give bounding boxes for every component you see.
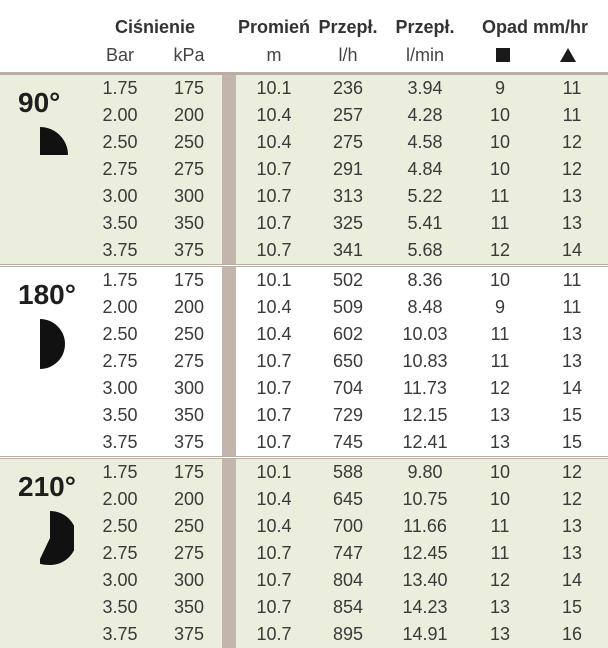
precip-square-cell: 12 [489, 570, 511, 590]
pressure-title: Ciśnienie [114, 17, 196, 37]
table-row [0, 567, 608, 594]
flow-lmin-cell: 3.94 [407, 78, 443, 98]
pressure-bar-cell: 3.50 [102, 213, 138, 233]
pressure-kpa-cell: 375 [173, 240, 205, 260]
table-row [0, 210, 608, 237]
radius-cell: 10.1 [256, 78, 292, 98]
pressure-bar-cell: 1.75 [102, 270, 138, 290]
radius-cell: 10.7 [256, 351, 292, 371]
pressure-kpa-cell: 300 [173, 186, 205, 206]
precip-triangle-cell: 15 [561, 432, 583, 452]
radius-cell: 10.7 [256, 543, 292, 563]
pressure-bar-cell: 2.00 [102, 105, 138, 125]
square-spacing-icon [496, 48, 510, 62]
radius-cell: 10.7 [256, 405, 292, 425]
flow-lh-cell: 700 [332, 516, 364, 536]
flow-lh-cell: 313 [332, 186, 364, 206]
arc-section [0, 75, 608, 264]
precip-triangle-cell: 13 [561, 213, 583, 233]
flow-lh-cell: 502 [332, 270, 364, 290]
table-row [0, 321, 608, 348]
flow-lmin-cell: 13.40 [402, 570, 448, 590]
flow-lmin-cell: 12.45 [402, 543, 448, 563]
pressure-kpa-cell: 200 [173, 105, 205, 125]
pressure-kpa-cell: 250 [173, 324, 205, 344]
pressure-kpa-cell: 350 [173, 213, 205, 233]
flow-lh-cell: 236 [332, 78, 364, 98]
flow-lh-cell: 704 [332, 378, 364, 398]
table-row [0, 540, 608, 567]
radius-cell: 10.1 [256, 462, 292, 482]
pressure-bar-cell: 3.00 [102, 378, 138, 398]
precip-triangle-cell: 14 [561, 570, 583, 590]
pressure-bar-cell: 1.75 [102, 462, 138, 482]
precip-square-cell: 11 [490, 186, 510, 206]
table-row [0, 402, 608, 429]
flow-lh-title: Przepł. [318, 17, 378, 37]
flow-lh-cell: 745 [332, 432, 364, 452]
pressure-kpa-cell: 175 [173, 270, 205, 290]
precip-square-cell: 11 [490, 324, 510, 344]
table-row [0, 429, 608, 456]
radius-cell: 10.4 [256, 105, 292, 125]
radius-cell: 10.7 [256, 624, 292, 644]
radius-cell: 10.7 [256, 213, 292, 233]
precip-square-cell: 10 [489, 489, 511, 509]
pressure-bar-cell: 1.75 [102, 78, 138, 98]
arc-angle-label: 90° [18, 87, 61, 118]
precip-triangle-cell: 11 [562, 270, 582, 290]
flow-lh-cell: 341 [332, 240, 364, 260]
arc-angle-label: 210° [18, 471, 76, 502]
flow-lmin-cell: 11.73 [403, 378, 447, 398]
pressure-kpa-cell: 350 [173, 405, 205, 425]
flow-lmin-cell: 14.91 [402, 624, 448, 644]
pressure-bar-cell: 3.75 [102, 240, 138, 260]
table-row [0, 486, 608, 513]
precip-square-cell: 10 [489, 270, 511, 290]
precip-square-cell: 10 [489, 462, 511, 482]
precip-triangle-cell: 13 [561, 543, 583, 563]
pressure-kpa-cell: 175 [173, 78, 205, 98]
pressure-bar-cell: 3.50 [102, 405, 138, 425]
precip-square-cell: 9 [494, 297, 506, 317]
pressure-bar-cell: 2.00 [102, 489, 138, 509]
flow-lmin-cell: 10.75 [402, 489, 448, 509]
table-row [0, 237, 608, 264]
flow-lmin-cell: 11.66 [403, 516, 447, 536]
flow-lh-cell: 729 [332, 405, 364, 425]
radius-cell: 10.7 [256, 240, 292, 260]
flow-lh-cell: 509 [332, 297, 364, 317]
performance-table [0, 72, 608, 648]
pressure-bar-cell: 2.75 [102, 159, 138, 179]
precip-square-cell: 11 [490, 213, 510, 233]
precip-square-cell: 12 [489, 378, 511, 398]
precip-triangle-cell: 13 [561, 186, 583, 206]
precip-triangle-cell: 16 [561, 624, 583, 644]
flow-lmin-cell: 12.15 [402, 405, 448, 425]
precip-triangle-cell: 11 [562, 297, 582, 317]
flow-lh-cell: 854 [332, 597, 364, 617]
pressure-bar-cell: 3.00 [102, 570, 138, 590]
flow-lmin-cell: 4.58 [407, 132, 443, 152]
unit-kpa: kPa [173, 45, 205, 65]
precip-triangle-cell: 11 [562, 78, 582, 98]
pressure-bar-cell: 2.50 [102, 324, 138, 344]
unit-lmin: l/min [405, 45, 445, 65]
table-row [0, 294, 608, 321]
flow-lmin-cell: 10.03 [402, 324, 448, 344]
pressure-bar-cell: 2.00 [102, 297, 138, 317]
flow-lh-cell: 257 [332, 105, 364, 125]
pressure-bar-cell: 3.00 [102, 186, 138, 206]
pressure-kpa-cell: 275 [173, 543, 205, 563]
table-row [0, 459, 608, 486]
flow-lmin-cell: 9.80 [407, 462, 443, 482]
arc-angle-label: 180° [18, 279, 76, 310]
unit-lh: l/h [338, 45, 358, 65]
table-row [0, 621, 608, 648]
flow-lh-cell: 602 [332, 324, 364, 344]
radius-cell: 10.7 [256, 186, 292, 206]
table-row [0, 183, 608, 210]
precip-square-cell: 9 [494, 78, 506, 98]
flow-lh-cell: 650 [332, 351, 364, 371]
table-row [0, 375, 608, 402]
pressure-kpa-cell: 375 [173, 624, 205, 644]
flow-lmin-cell: 4.84 [407, 159, 443, 179]
table-row [0, 156, 608, 183]
flow-lmin-cell: 14.23 [402, 597, 448, 617]
radius-cell: 10.4 [256, 132, 292, 152]
radius-cell: 10.4 [256, 516, 292, 536]
precip-triangle-cell: 14 [561, 240, 583, 260]
radius-cell: 10.7 [256, 159, 292, 179]
unit-bar: Bar [105, 45, 135, 65]
pressure-kpa-cell: 250 [173, 132, 205, 152]
pressure-bar-cell: 2.50 [102, 516, 138, 536]
pressure-kpa-cell: 300 [173, 378, 205, 398]
table-row [0, 513, 608, 540]
arc-section [0, 267, 608, 456]
flow-lh-cell: 747 [332, 543, 364, 563]
precip-triangle-cell: 15 [561, 597, 583, 617]
pressure-bar-cell: 2.75 [102, 543, 138, 563]
pressure-bar-cell: 3.75 [102, 432, 138, 452]
precip-triangle-cell: 12 [561, 159, 583, 179]
unit-m: m [266, 45, 282, 65]
table-row [0, 594, 608, 621]
radius-cell: 10.7 [256, 570, 292, 590]
radius-cell: 10.1 [256, 270, 292, 290]
table-row [0, 348, 608, 375]
table-row [0, 129, 608, 156]
precip-triangle-cell: 13 [561, 351, 583, 371]
table-row [0, 75, 608, 102]
table-row [0, 102, 608, 129]
flow-lh-cell: 804 [332, 570, 364, 590]
pressure-kpa-cell: 200 [173, 297, 205, 317]
pressure-bar-cell: 3.50 [102, 597, 138, 617]
flow-lh-cell: 291 [332, 159, 364, 179]
table-header [0, 0, 608, 72]
triangle-spacing-icon [560, 48, 576, 62]
flow-lmin-cell: 10.83 [402, 351, 448, 371]
pressure-kpa-cell: 200 [173, 489, 205, 509]
flow-lmin-cell: 4.28 [407, 105, 443, 125]
flow-lh-cell: 588 [332, 462, 364, 482]
precip-square-cell: 13 [489, 597, 511, 617]
precip-triangle-cell: 12 [561, 489, 583, 509]
flow-lmin-cell: 8.36 [407, 270, 443, 290]
radius-cell: 10.7 [256, 597, 292, 617]
radius-cell: 10.4 [256, 324, 292, 344]
radius-cell: 10.4 [256, 489, 292, 509]
pressure-kpa-cell: 350 [173, 597, 205, 617]
precip-square-cell: 11 [490, 543, 510, 563]
pressure-kpa-cell: 300 [173, 570, 205, 590]
flow-lmin-title: Przepł. [395, 17, 455, 37]
pressure-kpa-cell: 275 [173, 159, 205, 179]
precip-square-cell: 10 [489, 132, 511, 152]
precip-triangle-cell: 12 [561, 462, 583, 482]
precip-square-cell: 11 [490, 516, 510, 536]
pressure-bar-cell: 2.75 [102, 351, 138, 371]
flow-lh-cell: 275 [332, 132, 364, 152]
precip-square-cell: 13 [489, 624, 511, 644]
pressure-kpa-cell: 275 [173, 351, 205, 371]
precip-triangle-cell: 12 [561, 132, 583, 152]
radius-cell: 10.7 [256, 432, 292, 452]
pressure-kpa-cell: 175 [173, 462, 205, 482]
table-row [0, 267, 608, 294]
precip-triangle-cell: 13 [561, 324, 583, 344]
precip-square-cell: 13 [489, 405, 511, 425]
flow-lmin-cell: 8.48 [407, 297, 443, 317]
precip-triangle-cell: 11 [562, 105, 582, 125]
pressure-kpa-cell: 375 [173, 432, 205, 452]
radius-cell: 10.4 [256, 297, 292, 317]
precip-square-cell: 10 [489, 105, 511, 125]
radius-cell: 10.7 [256, 378, 292, 398]
precip-title: Opad mm/hr [481, 17, 589, 37]
flow-lh-cell: 325 [332, 213, 364, 233]
flow-lmin-cell: 5.22 [407, 186, 443, 206]
precip-square-cell: 10 [489, 159, 511, 179]
flow-lh-cell: 645 [332, 489, 364, 509]
flow-lmin-cell: 5.68 [407, 240, 443, 260]
precip-square-cell: 11 [490, 351, 510, 371]
flow-lmin-cell: 12.41 [402, 432, 448, 452]
precip-triangle-cell: 14 [561, 378, 583, 398]
precip-triangle-cell: 13 [561, 516, 583, 536]
radius-title: Promień [237, 17, 311, 37]
flow-lh-cell: 895 [332, 624, 364, 644]
arc-section [0, 459, 608, 648]
precip-square-cell: 12 [489, 240, 511, 260]
pressure-bar-cell: 2.50 [102, 132, 138, 152]
precip-square-cell: 13 [489, 432, 511, 452]
precip-triangle-cell: 15 [561, 405, 583, 425]
pressure-kpa-cell: 250 [173, 516, 205, 536]
pressure-bar-cell: 3.75 [102, 624, 138, 644]
flow-lmin-cell: 5.41 [407, 213, 443, 233]
